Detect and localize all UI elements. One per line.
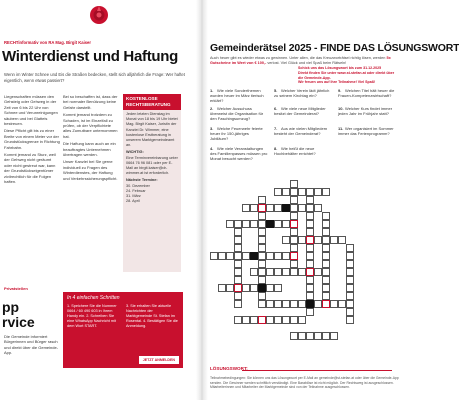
date-item: 30. Dezember xyxy=(126,183,150,188)
clue-text: Welcher Kurs findet immer jeden Jahr im Frühjahr statt? xyxy=(338,106,393,117)
crossword-cell[interactable] xyxy=(234,292,242,300)
crossword-grid xyxy=(210,180,396,388)
important-label: WICHTIG: xyxy=(126,150,144,155)
crossword-cell[interactable] xyxy=(298,332,306,340)
clue-number: 7. xyxy=(274,126,278,131)
crossword-cell[interactable] xyxy=(282,188,290,196)
crossword-cell[interactable] xyxy=(298,236,306,244)
crossword-cell[interactable] xyxy=(346,308,354,316)
article-headline: Winterdienst und Haftung xyxy=(2,48,178,65)
crossword-cell[interactable] xyxy=(234,260,242,268)
crossword-cell[interactable] xyxy=(306,332,314,340)
steps-column: 1. Speichere Sie die Nummer 0664 / 60 490 603 in Ihrem Handy ein. 2. Schreiben Sie eine WhatsApp Nachricht mit dem Wort START. xyxy=(67,304,117,328)
crossword-cell[interactable] xyxy=(290,180,298,188)
crossword-cell[interactable] xyxy=(234,276,242,284)
crossword-cell[interactable] xyxy=(290,316,298,324)
crossword-cell[interactable] xyxy=(314,268,322,276)
crossword-cell[interactable] xyxy=(282,204,290,212)
app-title-line: rvice xyxy=(2,314,35,330)
crossword-cell[interactable] xyxy=(226,284,234,292)
crossword-cell[interactable] xyxy=(330,236,338,244)
paragraph: Kommt jemand trotzdem zu Schaden, ist im Einzelfall zu prüfen, ob der Verpflichtete alles Zumutbare unternommen hat. xyxy=(63,112,118,139)
article-column-1 xyxy=(4,94,60,294)
solution-line xyxy=(242,370,392,371)
crossword-cell[interactable] xyxy=(306,220,314,228)
crossword-cell[interactable] xyxy=(242,220,250,228)
crossword-cell[interactable] xyxy=(210,252,218,260)
crossword-cell[interactable] xyxy=(274,188,282,196)
crossword-cell[interactable] xyxy=(306,252,314,260)
clue-number: 10. xyxy=(338,106,344,111)
crossword-cell[interactable] xyxy=(346,284,354,292)
crossword-cell[interactable] xyxy=(290,228,298,236)
crossword-cell[interactable] xyxy=(258,260,266,268)
crossword-cell[interactable] xyxy=(306,268,314,276)
crossword-cell[interactable] xyxy=(346,316,354,324)
clue-number: 8. xyxy=(274,146,278,151)
crossword-cell[interactable] xyxy=(306,276,314,284)
clue-number: 3. xyxy=(210,126,214,131)
clue-number: 9. xyxy=(338,88,342,93)
crossword-cell[interactable] xyxy=(290,188,298,196)
crossword-cell[interactable] xyxy=(274,300,282,308)
crossword-cell[interactable] xyxy=(338,300,346,308)
crossword-cell[interactable] xyxy=(322,260,330,268)
winners-text: Wir freuen uns auf Ihre Teilnahme! Viel Spaß! xyxy=(298,80,376,85)
clue-number: 6. xyxy=(274,106,278,111)
crossword-cell[interactable] xyxy=(306,284,314,292)
crossword-cell[interactable] xyxy=(234,244,242,252)
prize-text: 5x Gutscheine im Wert von € 100,- xyxy=(210,56,391,65)
clue-number: 1. xyxy=(210,88,214,93)
crossword-cell[interactable] xyxy=(258,252,266,260)
clue-text: Welchen Titel hält heuer die Frauen-Kompetenzwirtschaft? xyxy=(338,88,395,99)
crossword-cell[interactable] xyxy=(282,316,290,324)
crossword-cell[interactable] xyxy=(218,284,226,292)
crossword-cell[interactable] xyxy=(274,268,282,276)
crossword-cell[interactable] xyxy=(322,332,330,340)
crossword-cell[interactable] xyxy=(346,300,354,308)
rose-logo-icon xyxy=(88,4,110,26)
clue-item xyxy=(274,126,332,136)
crossword-cell[interactable] xyxy=(258,228,266,236)
crossword-cell[interactable] xyxy=(330,300,338,308)
clue-text: Welche Feuerwehr feierte heuer ihr 150-jähriges Jubiläum? xyxy=(210,126,263,142)
paragraph: Bei so beschaffen ist, dass der bei normaler Benützung keine Gefahr darstellt. xyxy=(63,94,118,110)
crossword-cell[interactable] xyxy=(234,236,242,244)
crossword-cell[interactable] xyxy=(322,300,330,308)
crossword-cell[interactable] xyxy=(258,220,266,228)
crossword-cell[interactable] xyxy=(258,292,266,300)
puzzle-intro xyxy=(210,56,400,66)
crossword-cell[interactable] xyxy=(346,268,354,276)
crossword-cell[interactable] xyxy=(290,204,298,212)
crossword-cell[interactable] xyxy=(234,228,242,236)
crossword-cell[interactable] xyxy=(306,260,314,268)
crossword-cell[interactable] xyxy=(290,332,298,340)
crossword-cell[interactable] xyxy=(298,188,306,196)
crossword-cell[interactable] xyxy=(322,236,330,244)
crossword-cell[interactable] xyxy=(234,220,242,228)
crossword-cell[interactable] xyxy=(242,204,250,212)
crossword-cell[interactable] xyxy=(234,300,242,308)
crossword-cell[interactable] xyxy=(306,292,314,300)
crossword-cell[interactable] xyxy=(226,220,234,228)
crossword-cell[interactable] xyxy=(338,236,346,244)
crossword-cell[interactable] xyxy=(298,204,306,212)
date-item: 28. April xyxy=(126,199,140,204)
clue-text: Aus wie vielen Mitgliedern besteht der Gemeinderat? xyxy=(274,126,328,137)
paragraph: Diese Pflicht gilt bis zu einer Breite von einem Meter vor der Grundstücksgrenze in Richtung Fahrbahn. xyxy=(4,128,60,150)
crossword-cell[interactable] xyxy=(290,252,298,260)
crossword-cell[interactable] xyxy=(322,188,330,196)
steps-title: In 4 einfachen Schritten xyxy=(67,295,120,301)
article-column-2 xyxy=(63,94,119,284)
legal-advice-sidebar xyxy=(123,94,181,272)
crossword-cell[interactable] xyxy=(298,300,306,308)
crossword-cell[interactable] xyxy=(266,284,274,292)
crossword-cell[interactable] xyxy=(282,252,290,260)
clue-list xyxy=(210,88,400,172)
crossword-cell[interactable] xyxy=(258,276,266,284)
crossword-cell[interactable] xyxy=(322,284,330,292)
crossword-cell[interactable] xyxy=(218,252,226,260)
crossword-cell[interactable] xyxy=(306,188,314,196)
sidebar-text: Jeden letzten Dienstag im Monat von 18 bis 19 Uhr bietet Mag. Birgit Kaiser, Juristin der Kanzlei Dr. Wimmer, eine kostenlose Erstberatung in unserem Marktgemeindeamt an. xyxy=(126,112,178,148)
crossword-cell[interactable] xyxy=(314,204,322,212)
submission-info xyxy=(298,66,398,85)
clue-text: Wie viele neue Mitglieder besitzt der Gemeinderat? xyxy=(274,106,326,117)
crossword-cell[interactable] xyxy=(258,268,266,276)
crossword-cell[interactable] xyxy=(306,212,314,220)
crossword-cell[interactable] xyxy=(306,196,314,204)
terms-footnote: Teilnahmebedingungen: Sie können uns das Lösungswort per E-Mail an gemeinde@st-stefan.at oder über die Gemeinde-App senden. Die Gewinner werden schriftlich verständigt. Eine Barablöse ist nicht möglich. Der Rechtsweg ist ausgeschlossen. Mitarbeiterinnen und Mitarbeiter der Marktgemeinde sind von der Teilnahme ausgeschlossen. xyxy=(210,376,399,390)
clue-item xyxy=(338,88,396,98)
crossword-cell[interactable] xyxy=(234,252,242,260)
crossword-cell[interactable] xyxy=(322,228,330,236)
app-title xyxy=(2,300,35,330)
crossword-cell[interactable] xyxy=(346,260,354,268)
crossword-cell[interactable] xyxy=(274,316,282,324)
clue-item xyxy=(274,88,332,98)
crossword-cell[interactable] xyxy=(258,316,266,324)
intro-tail: verlost. Viel Glück und viel Spaß beim Rätseln! xyxy=(267,61,347,65)
clue-number: 2. xyxy=(210,106,214,111)
crossword-cell[interactable] xyxy=(250,220,258,228)
steps-columns xyxy=(67,304,179,329)
date-item: 24. Februar xyxy=(126,188,146,193)
crossword-cell[interactable] xyxy=(314,188,322,196)
clue-number: 4. xyxy=(210,146,214,151)
crossword-cell[interactable] xyxy=(322,276,330,284)
crossword-cell[interactable] xyxy=(290,196,298,204)
crossword-cell[interactable] xyxy=(250,316,258,324)
crossword-cell[interactable] xyxy=(290,244,298,252)
crossword-cell[interactable] xyxy=(290,300,298,308)
paragraph: Kommt jemand zu Sturz, weil der Gehweg nicht geräumt oder nicht gestreut war, kann der Grundstückseigentümer zivilrechtlich für die Folgen haften. xyxy=(4,152,56,185)
crossword-cell[interactable] xyxy=(242,316,250,324)
clue-text: Welcher Verein lädt jährlich zu seinem Kirchtag ein? xyxy=(274,88,330,99)
app-kicker: Privatstellen xyxy=(4,286,28,291)
important-text: Eine Terminvereinbarung unter 0664 76 96 081 oder per E-Mail an birgit.kaiser@dr-wimmer.at ist erforderlich. xyxy=(126,155,178,176)
clue-item xyxy=(210,126,268,142)
crossword-cell[interactable] xyxy=(306,300,314,308)
paragraph: Die Haftung kann auch an ein beauftragtes Unternehmen übertragen werden. xyxy=(63,141,116,158)
crossword-cell[interactable] xyxy=(274,284,282,292)
next-dates-label: Nächste Termine: xyxy=(126,178,158,183)
crossword-cell[interactable] xyxy=(234,316,242,324)
submit-text: Direkt finden Sie unter www.st-stefan.at oder direkt über die Gemeinde-App. xyxy=(298,70,395,80)
crossword-cell[interactable] xyxy=(250,284,258,292)
crossword-cell[interactable] xyxy=(346,244,354,252)
crossword-cell[interactable] xyxy=(274,220,282,228)
article-lead: Wenn im Winter Schnee und Eis die Straßen bedecken, stellt sich alljährlich die Frage: Wer haftet eigentlich, wenn etwas passiert? xyxy=(4,72,185,83)
clue-text: Wie viele Veranstaltungen des Familienpasses müssen pro Monat besucht werden? xyxy=(210,146,268,162)
date-item: 31. März xyxy=(126,194,141,199)
crossword-cell[interactable] xyxy=(306,228,314,236)
crossword-cell[interactable] xyxy=(306,244,314,252)
crossword-cell[interactable] xyxy=(314,236,322,244)
crossword-cell[interactable] xyxy=(266,252,274,260)
crossword-cell[interactable] xyxy=(258,204,266,212)
crossword-cell[interactable] xyxy=(290,220,298,228)
app-body: Die Gemeinde informiert Bürgerinnen und Bürger rasch und direkt über die Gemeinde-App. xyxy=(4,334,59,356)
clue-text: Wie heißt die neue Hochbehälter errichtet? xyxy=(274,146,316,157)
crossword-cell[interactable] xyxy=(266,204,274,212)
crossword-cell[interactable] xyxy=(258,284,266,292)
right-page xyxy=(206,0,459,400)
paragraph: Liegenschaften müssen den Gehsteig oder Gehweg in der Zeit von 6 bis 22 Uhr von Schnee und Verunreinigungen säubern und bei Glatteis bestreuen. xyxy=(4,94,58,127)
crossword-cell[interactable] xyxy=(306,308,314,316)
clue-text: Wie viele Sonderthemen wurden heuer im März tierisch erklärt? xyxy=(210,88,264,104)
crossword-cell[interactable] xyxy=(298,268,306,276)
crossword-cell[interactable] xyxy=(322,268,330,276)
app-title-line: pp xyxy=(2,299,20,315)
crossword-cell[interactable] xyxy=(314,300,322,308)
crossword-cell[interactable] xyxy=(242,284,250,292)
steps-column: 3. Sie erhalten Sie aktuelle Nachrichten der Marktgemeinde St. Stefan im Rosental. 4. Bestätigen Sie die Anmeldung. xyxy=(126,304,178,328)
crossword-cell[interactable] xyxy=(322,252,330,260)
crossword-cell[interactable] xyxy=(274,204,282,212)
clue-item xyxy=(210,146,268,162)
crossword-cell[interactable] xyxy=(250,204,258,212)
clue-number: 5. xyxy=(274,88,278,93)
whatsapp-steps-box xyxy=(63,292,183,368)
crossword-cell[interactable] xyxy=(346,276,354,284)
crossword-cell[interactable] xyxy=(258,236,266,244)
clue-item xyxy=(274,146,332,156)
clue-item xyxy=(338,126,396,136)
clue-item xyxy=(210,88,268,104)
clue-text: Welcher Ausschuss überweist die Organisation für den Faschingsumzug? xyxy=(210,106,264,122)
crossword-cell[interactable] xyxy=(282,236,290,244)
crossword-cell[interactable] xyxy=(306,236,314,244)
crossword-cell[interactable] xyxy=(266,316,274,324)
crossword-cell[interactable] xyxy=(346,252,354,260)
solution-label: LÖSUNGSWORT: xyxy=(210,366,248,371)
crossword-cell[interactable] xyxy=(282,300,290,308)
crossword-cell[interactable] xyxy=(242,252,250,260)
crossword-cell[interactable] xyxy=(258,212,266,220)
crossword-cell[interactable] xyxy=(266,220,274,228)
crossword-cell[interactable] xyxy=(322,244,330,252)
crossword-cell[interactable] xyxy=(266,268,274,276)
crossword-cell[interactable] xyxy=(346,292,354,300)
clue-item xyxy=(274,106,332,116)
left-page xyxy=(0,0,198,400)
register-now-button[interactable]: JETZT ANMELDEN xyxy=(139,356,179,364)
paragraph: Unser Kanzlei bei Sie gerne individuell zu Fragen des Winterdienstes, der Haftung und Verkehrssicherungspflicht. xyxy=(63,159,118,181)
crossword-cell[interactable] xyxy=(290,268,298,276)
crossword-cell[interactable] xyxy=(258,196,266,204)
puzzle-title: Gemeinderätsel 2025 - FINDE DAS LÖSUNGSWORT xyxy=(210,42,459,54)
crossword-cell[interactable] xyxy=(322,292,330,300)
crossword-cell[interactable] xyxy=(290,260,298,268)
clue-item xyxy=(210,106,268,122)
crossword-cell[interactable] xyxy=(322,220,330,228)
crossword-cell[interactable] xyxy=(330,332,338,340)
crossword-cell[interactable] xyxy=(250,268,258,276)
crossword-cell[interactable] xyxy=(314,332,322,340)
crossword-cell[interactable] xyxy=(290,236,298,244)
clue-number: 11. xyxy=(338,126,344,131)
sidebar-heading: KOSTENLOSE RECHTSBERATUNG xyxy=(123,94,181,110)
article-kicker: RECHTinformativ von RA Mag. Birgit Kaiser xyxy=(4,40,92,45)
crossword-cell[interactable] xyxy=(258,244,266,252)
crossword-cell[interactable] xyxy=(258,300,266,308)
crossword-cell[interactable] xyxy=(226,252,234,260)
crossword-cell[interactable] xyxy=(306,204,314,212)
crossword-cell[interactable] xyxy=(250,252,258,260)
deadline-text: Schick uns das Lösungswort bis zum 31.12.2025 xyxy=(298,66,382,70)
crossword-cell[interactable] xyxy=(282,220,290,228)
crossword-cell[interactable] xyxy=(234,284,242,292)
crossword-cell[interactable] xyxy=(290,212,298,220)
intro-text: Auch heuer gibt es wieder etwas zu gewinnen. Unter allen, die das Kreuzworträtsel richtig lösen, werden xyxy=(210,56,386,60)
clue-item xyxy=(338,106,396,116)
crossword-cell[interactable] xyxy=(234,268,242,276)
sidebar-body xyxy=(123,110,181,206)
crossword-cell[interactable] xyxy=(274,252,282,260)
crossword-cell[interactable] xyxy=(266,300,274,308)
crossword-cell[interactable] xyxy=(322,212,330,220)
crossword-cell[interactable] xyxy=(298,316,306,324)
crossword-cell[interactable] xyxy=(282,268,290,276)
clue-text: Wer organisiert im Sommer immer das Ferienprogramm? xyxy=(338,126,394,137)
